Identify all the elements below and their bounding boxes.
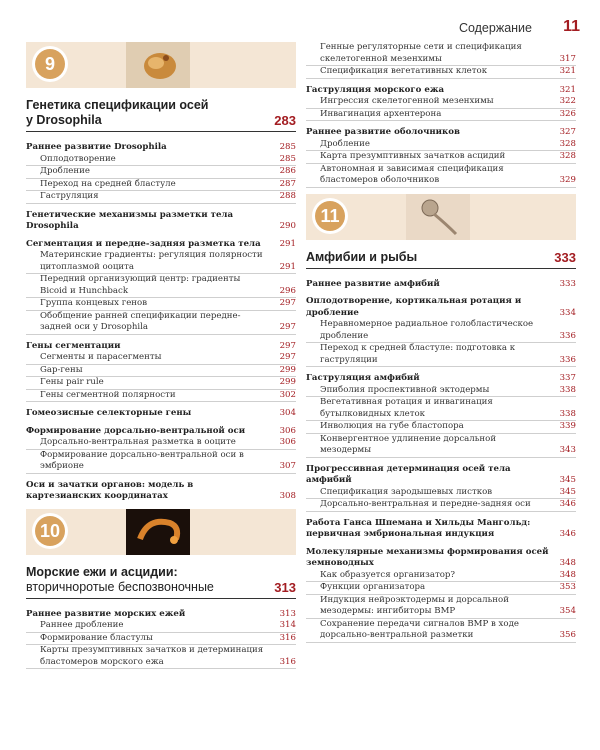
tadpole-embryo-image xyxy=(406,194,470,240)
toc-subsection[interactable]: Инволюция на губе бластопора 339 xyxy=(306,421,576,434)
toc-subsection[interactable]: Конвергентное удлинение дорсальной мезодермы 343 xyxy=(306,434,576,458)
toc-subsection[interactable]: Дорсально-вентральная разметка в ооците 306 xyxy=(26,437,296,450)
chapter-11-number: 11 xyxy=(315,201,345,231)
toc-section[interactable]: Сегментация и передне-задняя разметка тела 291 xyxy=(26,238,296,249)
toc-subsection[interactable]: Гаструляция 288 xyxy=(26,191,296,204)
toc-subsection[interactable]: Гены сегментной полярности 302 xyxy=(26,390,296,403)
toc-section[interactable]: Прогрессивная детерминация осей тела амфибий 345 xyxy=(306,463,576,485)
toc-section[interactable]: Молекулярные механизмы формирования осей земноводных 348 xyxy=(306,546,576,568)
toc-section[interactable]: Генетические механизмы разметки тела Drosophila 290 xyxy=(26,209,296,231)
toc-subsection[interactable]: Переход к средней бластуле: подготовка к гаструляции 336 xyxy=(306,343,576,367)
toc-subsection[interactable]: Функции организатора 353 xyxy=(306,582,576,595)
toc-subsection[interactable]: Дробление 286 xyxy=(26,166,296,179)
toc-subsection[interactable]: Материнские градиенты: регуляция полярности цитоплазмой ооцита 291 xyxy=(26,250,296,274)
toc-section[interactable]: Гаструляция морского ежа 321 xyxy=(306,84,576,95)
toc-subsection[interactable]: Инвагинация архентерона 326 xyxy=(306,109,576,122)
toc-subsection[interactable]: Неравномерное радиальное голобластическое дробление 336 xyxy=(306,319,576,343)
toc-subsection[interactable]: Карта презумптивных зачатков асцидий 328 xyxy=(306,151,576,164)
toc-subsection[interactable]: Сегменты и парасегменты 297 xyxy=(26,352,296,365)
toc-subsection[interactable]: Генные регуляторные сети и спецификация скелетогенной мезенхимы 317 xyxy=(306,42,576,66)
chapter-10-number: 10 xyxy=(35,516,65,546)
toc-subsection[interactable]: Обобщение ранней спецификации передне-задней оси у Drosophila 297 xyxy=(26,311,296,335)
toc-section[interactable]: Формирование дорсально-вентральной оси 306 xyxy=(26,425,296,436)
chapter-11-title[interactable]: Амфибии и рыбы 333 xyxy=(306,250,576,269)
toc-left-column xyxy=(26,42,296,669)
toc-section[interactable]: Гомеозисные селекторные гены 304 xyxy=(26,408,296,418)
toc-subsection[interactable]: Формирование дорсально-вентральной оси в эмбрионе 307 xyxy=(26,450,296,474)
chapter-11-banner xyxy=(306,194,576,240)
toc-subsection[interactable]: Ингрессия скелетогенной мезенхимы 322 xyxy=(306,96,576,109)
fly-embryo-image xyxy=(126,42,190,88)
toc-subsection[interactable]: Карты презумптивных зачатков и детерминация бластомеров морского ежа 316 xyxy=(26,645,296,669)
toc-subsection[interactable]: Передний организующий центр: градиенты Bicoid и Hunchback 296 xyxy=(26,274,296,298)
toc-subsection[interactable]: Дробление 328 xyxy=(306,139,576,152)
header-title: Содержание xyxy=(458,21,532,35)
toc-subsection[interactable]: Формирование бластулы 316 xyxy=(26,633,296,646)
toc-subsection[interactable]: Сохранение передачи сигналов BMP в ходе дорсально-вентральной разметки 356 xyxy=(306,619,576,643)
toc-section[interactable]: Оплодотворение, кортикальная ротация и дробление 334 xyxy=(306,296,576,318)
chapter-9-number: 9 xyxy=(35,49,65,79)
toc-subsection[interactable]: Группа концевых генов 297 xyxy=(26,298,296,311)
chapter-9-banner xyxy=(26,42,296,88)
toc-subsection[interactable]: Эпиболия проспективной эктодермы 338 xyxy=(306,385,576,398)
toc-section[interactable]: Раннее развитие оболочников 327 xyxy=(306,127,576,137)
toc-section[interactable]: Раннее развитие морских ежей 313 xyxy=(26,608,296,619)
sea-urchin-embryo-image xyxy=(126,509,190,555)
toc-subsection[interactable]: Раннее дробление 314 xyxy=(26,620,296,633)
toc-subsection[interactable]: Вегетативная ротация и инвагинация бутылковидных клеток 338 xyxy=(306,397,576,421)
toc-subsection[interactable]: Как образуется организатор? 348 xyxy=(306,570,576,583)
toc-subsection[interactable]: Переход на средней бластуле 287 xyxy=(26,179,296,192)
toc-section[interactable]: Раннее развитие Drosophila 285 xyxy=(26,142,296,152)
toc-section[interactable]: Работа Ганса Шпемана и Хильды Мангольд: первичная эмбриональная индукция 346 xyxy=(306,517,576,539)
toc-subsection[interactable]: Индукция нейроэктодермы и дорсальной мезодермы: ингибиторы BMP 354 xyxy=(306,595,576,619)
toc-subsection[interactable]: Спецификация вегетативных клеток 321 xyxy=(306,66,576,79)
toc-subsection[interactable]: Спецификация зародышевых листков 345 xyxy=(306,487,576,500)
chapter-9-title[interactable]: Генетика спецификации осей у Drosophila 283 xyxy=(26,98,296,132)
header-page-number: 11 xyxy=(563,18,580,35)
toc-section[interactable]: Гаструляция амфибий 337 xyxy=(306,373,576,383)
toc-section[interactable]: Раннее развитие амфибий 333 xyxy=(306,278,576,289)
chapter-10-banner xyxy=(26,509,296,555)
chapter-10-title[interactable]: Морские ежи и асцидии: вторичноротые беспозвоночные 313 xyxy=(26,565,296,599)
toc-section[interactable]: Гены сегментации 297 xyxy=(26,340,296,351)
toc-subsection[interactable]: Автономная и зависимая спецификация бластомеров оболочников 329 xyxy=(306,164,576,188)
toc-right-column xyxy=(306,42,576,643)
toc-subsection[interactable]: Дорсально-вентральная и передне-задняя оси 346 xyxy=(306,499,576,512)
toc-section[interactable]: Оси и зачатки органов: модель в картезианских координатах 308 xyxy=(26,479,296,501)
toc-subsection[interactable]: Гены pair rule 299 xyxy=(26,377,296,390)
toc-subsection[interactable]: Gap-гены 299 xyxy=(26,365,296,378)
toc-subsection[interactable]: Оплодотворение 285 xyxy=(26,154,296,167)
